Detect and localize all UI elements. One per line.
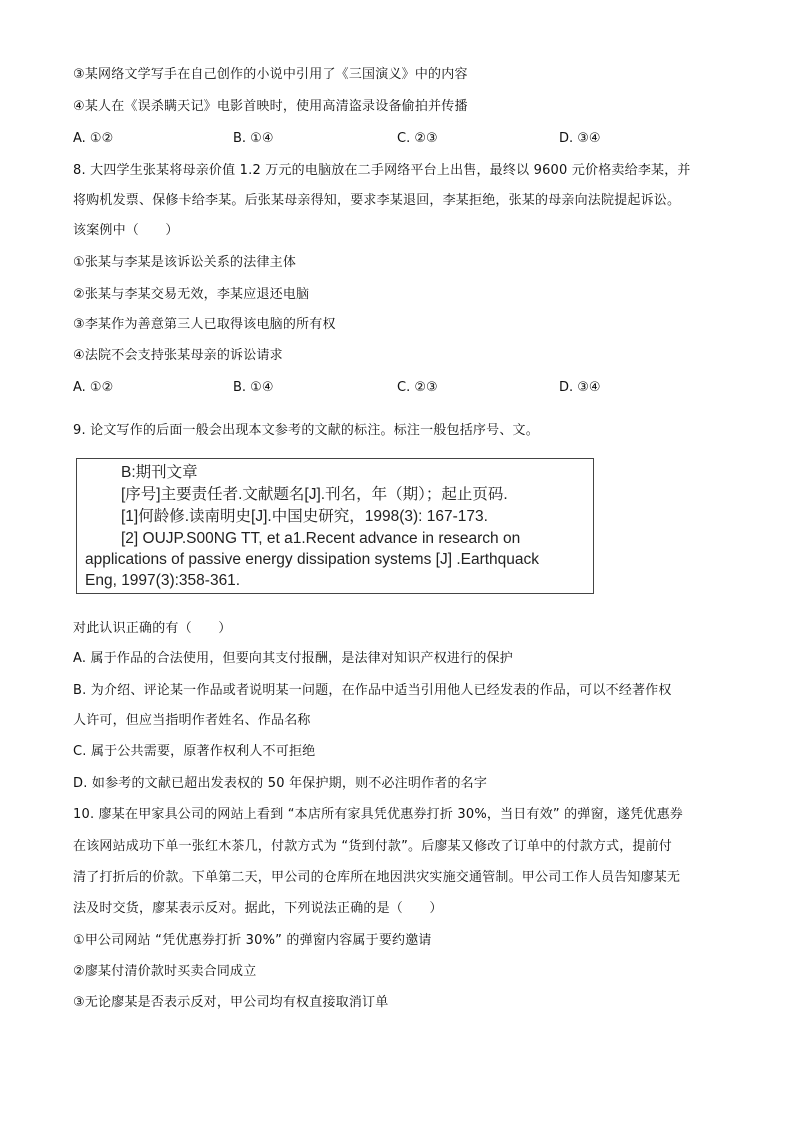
ref-format: [序号]主要责任者.文献题名[J].刊名，年（期）；起止页码.	[121, 486, 508, 503]
q9-option-d: D. 如参考的文献已超出发表权的 50 年保护期，则不必注明作者的名字	[73, 776, 488, 791]
q8-item-3: ③李某作为善意第三人已取得该电脑的所有权	[73, 317, 336, 332]
ref-example-2-line-3: Eng, 1997(3):358-361.	[85, 572, 241, 589]
q10-stem-line-4: 法及时交货，廖某表示反对。据此，下列说法正确的是（ ）	[73, 901, 443, 916]
q7-option-b: B. ①④	[233, 131, 274, 146]
q8-option-b: B. ①④	[233, 380, 274, 395]
q7-option-d: D. ③④	[559, 131, 601, 146]
q10-stem-line-2: 在该网站成功下单一张红木茶几，付款方式为 “货到付款”。后廖某又修改了订单中的付款方式，提前付	[73, 839, 673, 854]
q10-stem-line-1: 10. 廖某在甲家具公司的网站上看到 “本店所有家具凭优惠券打折 30%，当日有效” 的弹窗，遂凭优惠券	[73, 807, 683, 822]
q10-stem-line-3: 清了打折后的价款。下单第二天，甲公司的仓库所在地因洪灾实施交通管制。甲公司工作人员告知廖某无	[73, 870, 681, 885]
q8-item-4: ④法院不会支持张某母亲的诉讼请求	[73, 348, 283, 363]
q8-option-c: C. ②③	[397, 380, 438, 395]
q9-stem: 9. 论文写作的后面一般会出现本文参考的文献的标注。标注一般包括序号、文。	[73, 423, 539, 438]
q8-item-1: ①张某与李某是该诉讼关系的法律主体	[73, 255, 297, 270]
q8-option-d: D. ③④	[559, 380, 601, 395]
q8-option-a: A. ①②	[73, 380, 114, 395]
q7-item-3: ③某网络文学写手在自己创作的小说中引用了《三国演义》中的内容	[73, 67, 468, 82]
q8-stem-line-1: 8. 大四学生张某将母亲价值 1.2 万元的电脑放在二手网络平台上出售，最终以 9600 元价格卖给李某，并	[73, 163, 691, 178]
q8-stem-line-3: 该案例中（ ）	[73, 223, 179, 238]
q9-prompt: 对此认识正确的有（ ）	[73, 621, 232, 636]
ref-category: B:期刊文章	[121, 464, 198, 481]
q8-stem-line-2: 将购机发票、保修卡给李某。后张某母亲得知，要求李某退回，李某拒绝，张某的母亲向法院提起诉讼。	[73, 193, 681, 208]
ref-example-2-line-2: applications of passive energy dissipation systems [J] .Earthquack	[85, 551, 540, 568]
q9-option-c: C. 属于公共需要，原著作权利人不可拒绝	[73, 744, 316, 759]
reference-format-box	[76, 458, 594, 594]
q10-item-2: ②廖某付清价款时买卖合同成立	[73, 964, 257, 979]
q10-item-1: ①甲公司网站 “凭优惠券打折 30%” 的弹窗内容属于要约邀请	[73, 933, 432, 948]
ref-example-1: [1]何龄修.读南明史[J].中国史研究，1998(3): 167-173.	[121, 508, 488, 525]
ref-example-2-line-1: [2] OUJP.S00NG TT, et a1.Recent advance in research on	[121, 530, 521, 547]
q7-option-c: C. ②③	[397, 131, 438, 146]
q9-option-b-line-1: B. 为介绍、评论某一作品或者说明某一问题，在作品中适当引用他人已经发表的作品，可以不经著作权	[73, 683, 672, 698]
q9-option-b-line-2: 人许可，但应当指明作者姓名、作品名称	[73, 713, 311, 728]
q9-option-a: A. 属于作品的合法使用，但要向其支付报酬，是法律对知识产权进行的保护	[73, 651, 513, 666]
q8-item-2: ②张某与李某交易无效，李某应退还电脑	[73, 287, 310, 302]
q10-item-3: ③无论廖某是否表示反对，甲公司均有权直接取消订单	[73, 995, 389, 1010]
q7-option-a: A. ①②	[73, 131, 114, 146]
q7-item-4: ④某人在《误杀瞒天记》电影首映时，使用高清盗录设备偷拍并传播	[73, 99, 468, 114]
